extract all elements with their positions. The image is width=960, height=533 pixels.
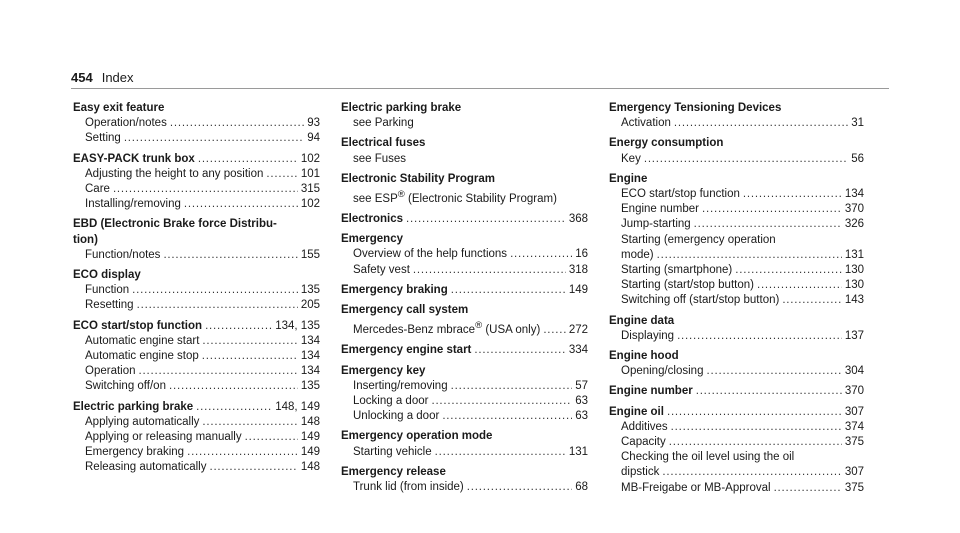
page-ref[interactable]: 368 xyxy=(568,213,588,226)
leader-dots xyxy=(406,212,566,227)
page-ref[interactable]: 148, 149 xyxy=(275,400,320,413)
index-entry xyxy=(341,465,588,495)
leader-dots xyxy=(662,465,841,480)
entry-heading: ECO start/stop function xyxy=(73,319,203,332)
page-ref[interactable]: 370 xyxy=(844,203,864,216)
sub-entry-text: Operation/notes xyxy=(85,117,167,130)
sub-entry xyxy=(609,248,864,263)
index-entry xyxy=(609,136,864,166)
sub-entry-text: Displaying xyxy=(621,329,675,342)
page-ref[interactable]: 130 xyxy=(844,264,864,277)
page-ref[interactable]: 68 xyxy=(575,480,588,493)
sub-entry xyxy=(609,116,864,131)
sub-entry xyxy=(609,202,864,217)
sub-entry xyxy=(609,278,864,293)
entry-heading: Electric parking brake xyxy=(73,400,194,413)
entry-heading: Electric parking brake xyxy=(341,102,462,114)
sub-entry-text: Starting (start/stop button) xyxy=(621,279,754,292)
leader-dots xyxy=(743,187,842,202)
leader-dots xyxy=(198,152,298,167)
index-entry xyxy=(73,400,320,476)
page-ref[interactable]: 135 xyxy=(300,380,320,393)
page-ref[interactable]: 307 xyxy=(844,466,864,479)
sub-entry-text: Safety vest xyxy=(353,263,410,276)
leader-dots xyxy=(202,349,298,364)
leader-dots xyxy=(137,298,298,313)
sub-entry xyxy=(73,415,320,430)
leader-dots xyxy=(677,329,842,344)
cross-reference-text: (Electronic Stability Program) xyxy=(404,192,557,205)
leader-dots xyxy=(706,364,841,379)
sub-entry-text: Switching off (start/stop button) xyxy=(621,294,780,307)
sub-entry xyxy=(73,131,320,146)
page-ref[interactable]: 149 xyxy=(300,446,320,459)
page-ref[interactable]: 93 xyxy=(307,117,320,130)
entry-heading: Emergency call system xyxy=(341,304,469,317)
index-entry xyxy=(341,303,588,338)
page-ref[interactable]: 130 xyxy=(844,279,864,292)
leader-dots xyxy=(735,263,842,278)
sub-entry xyxy=(609,364,864,379)
sub-entry xyxy=(73,430,320,445)
leader-dots xyxy=(669,435,842,450)
sub-entry-text: Releasing automatically xyxy=(85,461,207,474)
index-entry xyxy=(73,268,320,314)
leader-dots xyxy=(170,116,304,131)
sub-entry xyxy=(73,364,320,379)
leader-dots xyxy=(209,460,297,475)
sub-entry-text-continuation: dipstick xyxy=(621,466,660,479)
sub-entry xyxy=(341,379,588,394)
page-ref[interactable]: 148 xyxy=(300,461,320,474)
sub-entry-text: Applying automatically xyxy=(85,415,200,428)
sub-entry-text: Key xyxy=(621,152,641,165)
leader-dots xyxy=(184,197,298,212)
leader-dots xyxy=(442,409,572,424)
sub-entry xyxy=(609,329,864,344)
leader-dots xyxy=(474,343,565,358)
registered-mark: ® xyxy=(397,189,405,201)
sub-entry-text: Starting (emergency operation xyxy=(621,233,776,246)
page-ref[interactable]: 102 xyxy=(300,198,320,211)
sub-entry xyxy=(341,409,588,424)
index-entry xyxy=(609,405,864,496)
page-ref[interactable]: 370 xyxy=(844,385,864,398)
page-label: Index xyxy=(101,70,134,85)
registered-mark: ® xyxy=(475,320,483,332)
leader-dots xyxy=(113,182,298,197)
page-ref[interactable]: 318 xyxy=(568,263,588,276)
entry-heading-row xyxy=(73,152,320,167)
index-entry xyxy=(609,101,864,131)
page-ref[interactable]: 101 xyxy=(300,167,320,180)
entry-heading: Emergency release xyxy=(341,465,446,478)
sub-entry xyxy=(73,379,320,394)
index-entry xyxy=(341,232,588,278)
sub-entry-text: Function/notes xyxy=(85,248,161,261)
sub-entry-text: Unlocking a door xyxy=(353,410,440,423)
sub-entry xyxy=(341,445,588,460)
page-ref[interactable]: 131 xyxy=(568,445,588,458)
leader-dots xyxy=(644,152,848,167)
sub-entry xyxy=(609,420,864,435)
index-entry xyxy=(341,364,588,425)
entry-heading: Electronics xyxy=(341,213,403,226)
leader-dots xyxy=(696,384,842,399)
leader-dots xyxy=(245,430,298,445)
cross-reference-text: see ESP xyxy=(353,192,398,205)
page-ref[interactable]: 375 xyxy=(844,436,864,449)
sub-entry xyxy=(73,349,320,364)
index-column-2 xyxy=(341,101,588,500)
entry-heading: Emergency key xyxy=(341,364,426,377)
entry-heading-row xyxy=(341,343,588,358)
page-ref[interactable]: 31 xyxy=(851,117,864,130)
entry-heading: Engine xyxy=(609,172,648,185)
leader-dots xyxy=(451,283,566,298)
sub-entry xyxy=(609,187,864,202)
sub-entry xyxy=(73,445,320,460)
page-ref[interactable]: 334 xyxy=(568,344,588,357)
entry-heading: Emergency engine start xyxy=(341,344,472,357)
leader-dots xyxy=(702,202,842,217)
index-entry xyxy=(341,172,588,207)
entry-heading-row xyxy=(609,405,864,420)
sub-entry-text: Engine number xyxy=(621,203,699,216)
index-entry xyxy=(609,384,864,399)
entry-heading-continuation: tion) xyxy=(73,233,98,246)
sub-entry-text: Automatic engine start xyxy=(85,334,200,347)
page-ref[interactable]: 304 xyxy=(844,365,864,378)
page-ref[interactable]: 137 xyxy=(844,329,864,342)
sub-entry xyxy=(73,116,320,131)
index-entry xyxy=(73,217,320,263)
page-ref[interactable]: 205 xyxy=(300,299,320,312)
sub-entry-text: Jump-starting xyxy=(621,218,691,231)
leader-dots xyxy=(202,415,297,430)
sub-entry-text: Starting (smartphone) xyxy=(621,264,733,277)
leader-dots xyxy=(202,334,297,349)
index-entry xyxy=(341,283,588,298)
sub-entry-text: Capacity xyxy=(621,436,666,449)
entry-heading: Emergency xyxy=(341,233,404,246)
page-ref[interactable]: 56 xyxy=(851,152,864,165)
entry-heading: Emergency operation mode xyxy=(341,430,493,443)
leader-dots xyxy=(196,400,272,415)
page-ref[interactable]: 63 xyxy=(575,410,588,423)
entry-heading: Energy consumption xyxy=(609,137,724,150)
index-entry xyxy=(73,319,320,395)
sub-entry xyxy=(73,283,320,298)
index-entry xyxy=(609,314,864,344)
sub-entry-text: Checking the oil level using the oil xyxy=(621,451,795,464)
entry-heading-row xyxy=(341,283,588,298)
leader-dots xyxy=(510,247,572,262)
sub-entry xyxy=(609,217,864,232)
leader-dots xyxy=(674,116,848,131)
index-entry xyxy=(73,101,320,147)
leader-dots xyxy=(694,217,842,232)
entry-heading: EASY-PACK trunk box xyxy=(73,152,195,165)
entry-heading-row xyxy=(73,400,320,415)
page-ref[interactable]: 155 xyxy=(300,248,320,261)
leader-dots xyxy=(757,278,842,293)
sub-entry xyxy=(609,263,864,278)
cross-reference[interactable]: see Fuses xyxy=(353,152,407,165)
page-ref[interactable]: 16 xyxy=(575,248,588,261)
sub-entry xyxy=(341,480,588,495)
entry-heading: ECO display xyxy=(73,269,141,282)
sub-entry xyxy=(609,465,864,480)
sub-entry-text: Trunk lid (from inside) xyxy=(353,480,464,493)
entry-heading: Electronic Stability Program xyxy=(341,172,496,185)
sub-entry-text: Activation xyxy=(621,117,671,130)
sub-entry-text: Inserting/removing xyxy=(353,379,448,392)
sub-entry-text: Automatic engine stop xyxy=(85,350,199,363)
page-ref[interactable]: 374 xyxy=(844,420,864,433)
sub-entry xyxy=(609,152,864,167)
leader-dots xyxy=(657,248,842,263)
entry-heading-row xyxy=(341,212,588,227)
sub-entry-text: ECO start/stop function xyxy=(621,188,740,201)
leader-dots xyxy=(163,248,297,263)
leader-dots xyxy=(124,131,304,146)
index-entry xyxy=(609,349,864,379)
page-ref[interactable]: 149 xyxy=(568,283,588,296)
entry-heading: Emergency Tensioning Devices xyxy=(609,102,782,114)
leader-dots xyxy=(782,293,842,308)
leader-dots xyxy=(543,323,566,338)
sub-entry-text: MB-Freigabe or MB-Approval xyxy=(621,481,771,494)
index-entry xyxy=(341,429,588,459)
leader-dots xyxy=(132,283,298,298)
sub-entry-text: Function xyxy=(85,284,130,297)
entry-heading: Engine hood xyxy=(609,350,679,363)
sub-entry-text: Overview of the help functions xyxy=(353,248,508,261)
leader-dots xyxy=(467,480,572,495)
sub-entry xyxy=(341,247,588,262)
sub-entry xyxy=(73,334,320,349)
sub-entry-text-continuation: mode) xyxy=(621,248,654,261)
leader-dots xyxy=(413,263,566,278)
index-entry xyxy=(73,152,320,213)
leader-dots xyxy=(435,445,566,460)
cross-reference[interactable] xyxy=(341,187,588,207)
sub-entry xyxy=(341,263,588,278)
sub-entry xyxy=(73,197,320,212)
page-ref[interactable]: 149 xyxy=(300,431,320,444)
index-entry xyxy=(609,172,864,309)
sub-entry-text: Starting vehicle xyxy=(353,445,432,458)
sub-entry xyxy=(73,167,320,182)
cross-reference[interactable]: see Parking xyxy=(353,117,414,130)
sub-entry xyxy=(73,460,320,475)
page-ref[interactable]: 375 xyxy=(844,481,864,494)
page-ref[interactable]: 134 xyxy=(300,365,320,378)
page-ref[interactable]: 307 xyxy=(844,405,864,418)
sub-entry xyxy=(341,318,588,338)
sub-entry xyxy=(73,182,320,197)
sub-entry-text: Installing/removing xyxy=(85,198,181,211)
sub-entry xyxy=(341,394,588,409)
leader-dots xyxy=(774,481,842,496)
page-ref[interactable]: 57 xyxy=(575,379,588,392)
page-ref[interactable]: 134, 135 xyxy=(275,319,320,332)
leader-dots xyxy=(169,379,298,394)
sub-entry-text xyxy=(353,318,540,338)
index-entry xyxy=(341,101,588,131)
page-ref[interactable]: 134 xyxy=(300,350,320,363)
entry-heading-row xyxy=(609,384,864,399)
index-entry xyxy=(341,343,588,358)
entry-heading: Engine oil xyxy=(609,405,664,418)
sub-entry xyxy=(609,293,864,308)
index-column-1 xyxy=(73,101,320,481)
leader-dots xyxy=(431,394,572,409)
sub-entry xyxy=(73,298,320,313)
page-ref[interactable]: 134 xyxy=(300,334,320,347)
index-column-3 xyxy=(609,101,864,501)
sub-entry xyxy=(73,248,320,263)
leader-dots xyxy=(205,319,272,334)
entry-heading: Engine data xyxy=(609,314,675,327)
entry-heading-row xyxy=(73,319,320,334)
index-entry xyxy=(341,136,588,166)
leader-dots xyxy=(266,167,297,182)
page-ref[interactable]: 131 xyxy=(844,248,864,261)
page-ref[interactable]: 134 xyxy=(844,188,864,201)
sub-entry-text: Applying or releasing manually xyxy=(85,431,242,444)
entry-heading: EBD (Electronic Brake force Distribu- xyxy=(73,218,277,231)
page-number: 454 xyxy=(71,70,93,85)
sub-entry-text: Care xyxy=(85,183,110,196)
sub-entry-text: Resetting xyxy=(85,299,134,312)
page-ref[interactable]: 315 xyxy=(300,183,320,196)
page-ref[interactable]: 326 xyxy=(844,218,864,231)
leader-dots xyxy=(451,379,573,394)
leader-dots xyxy=(139,364,298,379)
sub-entry-text: Setting xyxy=(85,132,121,145)
sub-entry-text: Emergency braking xyxy=(85,446,185,459)
entry-heading: Electrical fuses xyxy=(341,137,426,150)
index-entry xyxy=(341,212,588,227)
sub-entry-text: Switching off/on xyxy=(85,380,166,393)
page-ref[interactable]: 272 xyxy=(568,324,588,337)
leader-dots xyxy=(671,420,842,435)
sub-entry xyxy=(609,435,864,450)
entry-heading: Engine number xyxy=(609,385,693,398)
sub-entry-text: Operation xyxy=(85,365,136,378)
entry-heading: Emergency braking xyxy=(341,283,448,296)
entry-heading: Easy exit feature xyxy=(73,102,165,114)
page-ref[interactable]: 63 xyxy=(575,394,588,407)
sub-entry-text-part: Mercedes-Benz mbrace xyxy=(353,324,476,337)
page-ref[interactable]: 135 xyxy=(300,284,320,297)
sub-entry-text: Additives xyxy=(621,420,668,433)
sub-entry-text-part: (USA only) xyxy=(482,324,541,337)
sub-entry xyxy=(609,481,864,496)
page-ref[interactable]: 148 xyxy=(300,415,320,428)
page-ref[interactable]: 102 xyxy=(300,152,320,165)
sub-entry-text: Locking a door xyxy=(353,394,429,407)
sub-entry-text: Adjusting the height to any position xyxy=(85,167,264,180)
page-header xyxy=(71,70,889,89)
leader-dots xyxy=(667,405,842,420)
sub-entry-text: Opening/closing xyxy=(621,365,704,378)
page-ref[interactable]: 143 xyxy=(844,294,864,307)
page-ref[interactable]: 94 xyxy=(307,132,320,145)
leader-dots xyxy=(187,445,298,460)
